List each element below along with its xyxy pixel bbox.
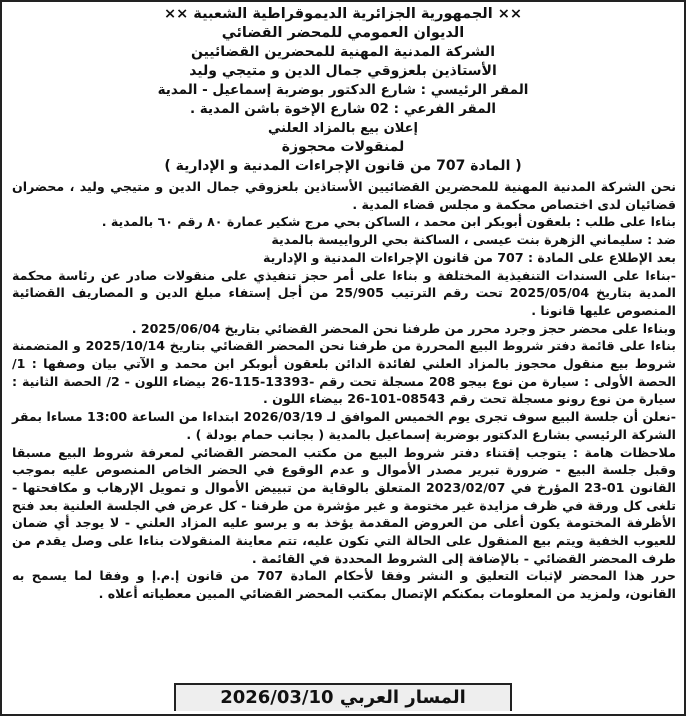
- republic-heading: ×× الجمهورية الجزائرية الديموقراطية الشعبية ××: [163, 6, 523, 22]
- notice-title: إعلان بيع بالمزاد العلني: [268, 121, 418, 136]
- legal-basis-paragraph: بعد الإطلاع على المادة : 707 من قانون الإجراءات المدنية و الإدارية: [262, 249, 676, 265]
- publication-footer: [174, 683, 512, 711]
- defendant-paragraph: ضد : سليماني الزهرة بنت عيسى ، الساكنة بحي الرواييسة بالمدية: [271, 232, 676, 248]
- company-heading: الشركة المدنية المهنية للمحضرين القضائيين: [190, 44, 495, 60]
- main-seat-address: المقر الرئيسي : شارع الدكتور بوضربة إسماعيل - المدية: [157, 82, 529, 98]
- intro-paragraph: نحن الشركة المدنية المهنية للمحضرين القضائيين الأستاذين بلعزوقي جمال الدين و متيجي وليد ، محضران قضائيان لدى اختصاص محكمة و مجلس قضاء المدية .: [12, 179, 676, 212]
- bailiffs-heading: الأستاذين بلعزوقي جمال الدين و متيجي وليد: [189, 63, 497, 79]
- sale-terms-paragraph: بناءا على قائمة دفتر شروط البيع المحررة من طرفنا نحن المحضر القضائي بتاريخ 2025/10/14 و المتضمنة شروط بيع منقول محجوز بالمزاد العلني لفائدة الدائن بلعقون أبوبكر ابن محمد و الآتي بيان وصفها : 1/ الحصة الأولى : سيارة من نوع بيجو 208 مسجلة تحت رقم -13393-115-26 بيضاء اللون - 2/ الحصة الثانية : سيارة من نوع رونو مسجلة تحت رقم 08543-101-26 بيضاء اللون .: [12, 338, 676, 407]
- publication-name-date: المسار العربي 2026/03/10: [220, 687, 466, 708]
- notice-header: [2, 2, 684, 176]
- notice-body: [2, 178, 684, 603]
- notice-subject: لمنقولات محجوزة: [281, 139, 405, 155]
- branch-address: المقر الفرعي : 02 شارع الإخوة باشن المدية .: [189, 101, 497, 117]
- office-heading: الديوان العمومي للمحضر القضائي: [221, 25, 465, 41]
- auction-session-paragraph: -نعلن أن جلسة البيع سوف تجرى يوم الخميس الموافق لـ 2026/03/19 ابتداءا من الساعة 13:00 مساءا بمقر الشركة الرئيسي بشارع الدكتور بوضربة إسماعيل بالمدية ( بجانب حمام بودلة ) .: [12, 409, 677, 442]
- article-reference: ( المادة 707 من قانون الإجراءات المدنية و الإدارية ): [164, 158, 522, 174]
- inventory-report-paragraph: وبناءا على محضر حجز وجرد محرر من طرفنا نحن المحضر القضائي بتاريخ 2025/06/04 .: [131, 320, 676, 336]
- plaintiff-paragraph: بناءا على طلب : بلعقون أبوبكر ابن محمد ، الساكن بحي مرج شكير عمارة ٨٠ رقم ٦٠ بالمدية .: [101, 214, 676, 230]
- closing-paragraph: حرر هذا المحضر لإثبات التعليق و النشر وفقا لأحكام المادة 707 من قانون إ.م.إ و وفقا لما يسمح به القانون، ولمزيد من المعلومات بمكنكم الإتصال بمكتب المحضر القضائي المبين معطياته أعلاه .: [12, 568, 676, 602]
- important-notes-paragraph: ملاحظات هامة : يتوجب إقتناء دفتر شروط البيع من مكتب المحضر القضائي لمعرفة شروط البيع مسبقا وقبل جلسة البيع - ضرورة تبرير مصدر الأموال و عدم الوقوع في الحضر الخاص المنصوص عليه بموجب القانون 01-23 المؤرخ في 2023/02/07 المتعلق بالوقاية من تبييض الأموال و تمويل الإرهاب و مكافحتها - تلغى كل ورقة في ظرف مزايدة غير مختومة و غير مؤشرة من طرفنا - كل عرض في الجلسة العلنية بعد فتح الأظرفة المختومة يكون أعلى من العروض المقدمة يؤخذ به و يرسو عليه المزاد العلني - لا يوجد أي ضمان للعيوب الخفية ويتم بيع المنقول على الحالة التي تكون عليه، تتم معاينة المنقولات بناءا على وصل يقدم من طرف المحضر القضائي - بالإضافة إلى الشروط المحددة في القائمة .: [12, 444, 676, 566]
- seizure-order-paragraph: -بناءا على السندات التنفيذية المختلفة و بناءا على أمر حجز تنفيذي على منقولات صادر عن رئاسة محكمة المدية بتاريخ 2025/05/04 تحت رقم الترتيب 25/905 من أجل إستفاء مبلغ الدين و المصاريف القضائية المنصوص عليها قانونا .: [12, 267, 676, 318]
